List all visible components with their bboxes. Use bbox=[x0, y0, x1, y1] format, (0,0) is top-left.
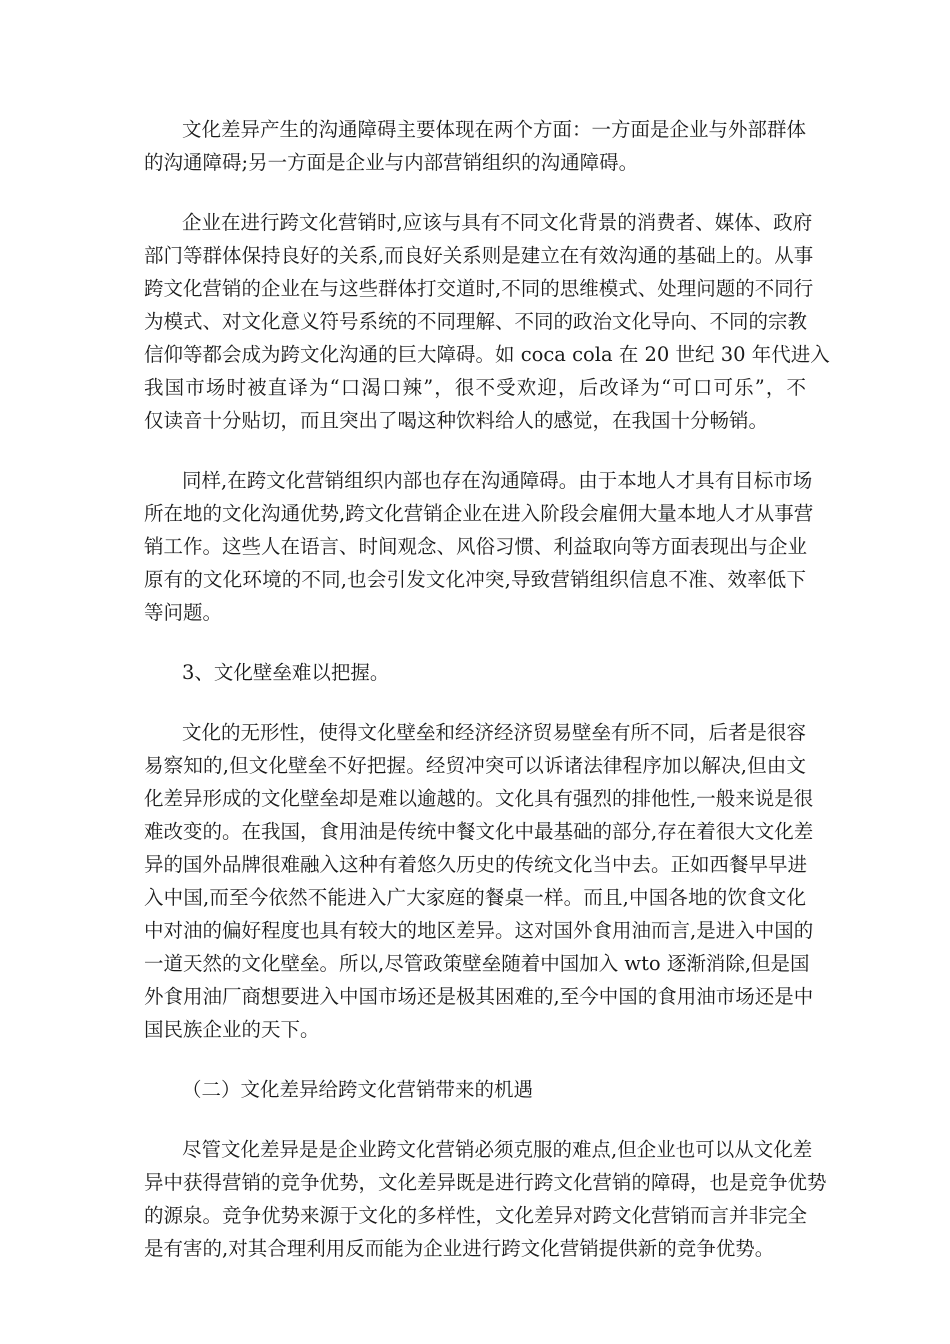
text-line: 等问题。 bbox=[144, 601, 223, 624]
paragraph-internal-organization bbox=[144, 464, 814, 629]
text-line: 入中国,而至今依然不能进入广大家庭的餐桌一样。而且,中国各地的饮食文化 bbox=[144, 886, 806, 909]
paragraph-cultural-barriers bbox=[144, 716, 814, 1046]
text-line: 国民族企业的天下。 bbox=[144, 1018, 320, 1041]
text-line: 一道天然的文化壁垒。所以,尽管政策壁垒随着中国加入 wto 逐渐消除,但是国 bbox=[144, 952, 810, 975]
text-line: 易察知的,但文化壁垒不好把握。经贸冲突可以诉诸法律程序加以解决,但由文 bbox=[144, 754, 806, 777]
text-line: 企业在进行跨文化营销时,应该与具有不同文化背景的消费者、媒体、政府 bbox=[182, 211, 813, 234]
text-line: 异中获得营销的竞争优势，文化差异既是进行跨文化营销的障碍，也是竞争优势 bbox=[144, 1171, 827, 1194]
text-line: 是有害的,对其合理利用反而能为企业进行跨文化营销提供新的竞争优势。 bbox=[144, 1237, 775, 1260]
heading-text: 3、文化壁垒难以把握。 bbox=[182, 661, 390, 684]
section-heading-cultural-barriers bbox=[144, 656, 806, 689]
text-line: 异的国外品牌很难融入这种有着悠久历史的传统文化当中去。正如西餐早早进 bbox=[144, 853, 808, 876]
section-heading-opportunities bbox=[144, 1073, 806, 1106]
text-line: 文化差异产生的沟通障碍主要体现在两个方面：一方面是企业与外部群体 bbox=[182, 118, 807, 141]
paragraph-communication-barriers bbox=[144, 113, 806, 179]
text-line: 中对油的偏好程度也具有较大的地区差异。这对国外食用油而言,是进入中国的 bbox=[144, 919, 814, 942]
text-line: 我国市场时被直译为“口渴口辣”，很不受欢迎，后改译为“可口可乐”，不 bbox=[144, 376, 806, 399]
text-line: 外食用油厂商想要进入中国市场还是极其困难的,至今中国的食用油市场还是中 bbox=[144, 985, 814, 1008]
text-line: 销工作。这些人在语言、时间观念、风俗习惯、利益取向等方面表现出与企业 bbox=[144, 535, 808, 558]
paragraph-opportunities bbox=[144, 1133, 827, 1265]
text-line: 所在地的文化沟通优势,跨文化营销企业在进入阶段会雇佣大量本地人才从事营 bbox=[144, 502, 814, 525]
text-line: 跨文化营销的企业在与这些群体打交道时,不同的思维模式、处理问题的不同行 bbox=[144, 277, 814, 300]
document-page bbox=[144, 113, 830, 1292]
text-line: 原有的文化环境的不同,也会引发文化冲突,导致营销组织信息不准、效率低下 bbox=[144, 568, 806, 591]
text-line: 文化的无形性，使得文化壁垒和经济经济贸易壁垒有所不同，后者是很容 bbox=[182, 721, 807, 744]
text-line: 尽管文化差异是是企业跨文化营销必须克服的难点,但企业也可以从文化差 bbox=[182, 1138, 813, 1161]
paragraph-external-groups bbox=[144, 206, 830, 437]
text-line: 信仰等都会成为跨文化沟通的巨大障碍。如 coca cola 在 20 世纪 30 年代进入 bbox=[144, 343, 830, 366]
text-line: 同样,在跨文化营销组织内部也存在沟通障碍。由于本地人才具有目标市场 bbox=[182, 469, 813, 492]
text-line: 的源泉。竞争优势来源于文化的多样性，文化差异对跨文化营销而言并非完全 bbox=[144, 1204, 808, 1227]
text-line: 的沟通障碍;另一方面是企业与内部营销组织的沟通障碍。 bbox=[144, 151, 639, 174]
text-line: 仅读音十分贴切，而且突出了喝这种饮料给人的感觉，在我国十分畅销。 bbox=[144, 409, 769, 432]
text-line: 难改变的。在我国，食用油是传统中餐文化中最基础的部分,存在着很大文化差 bbox=[144, 820, 814, 843]
text-line: 部门等群体保持良好的关系,而良好关系则是建立在有效沟通的基础上的。从事 bbox=[144, 244, 814, 267]
heading-text: （二）文化差异给跨文化营销带来的机遇 bbox=[182, 1078, 534, 1101]
text-line: 为模式、对文化意义符号系统的不同理解、不同的政治文化导向、不同的宗教 bbox=[144, 310, 808, 333]
text-line: 化差异形成的文化壁垒却是难以逾越的。文化具有强烈的排他性,一般来说是很 bbox=[144, 787, 814, 810]
